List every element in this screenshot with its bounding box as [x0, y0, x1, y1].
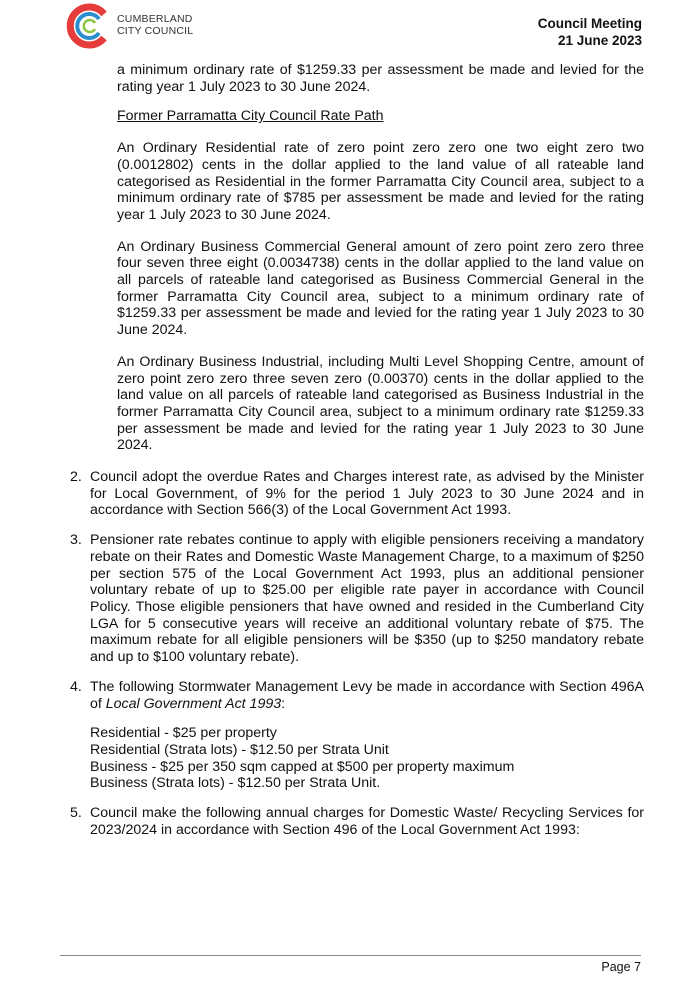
- list-item: [70, 532, 644, 666]
- business-commercial-paragraph: An Ordinary Business Commercial General amount of zero point zero zero three four seven three eight (0.0034738) cents in the dollar applied to the land value on all parcels of rateable land categorised as Business Commercial General in the former Parramatta City Council area, subject to a minimum ordinary rate of $1259.33 per assessment be made and levied for the rating year 1 July 2023 to 30 June 2024.: [117, 238, 644, 339]
- item-number: 5.: [70, 805, 82, 822]
- continuation-paragraph: a minimum ordinary rate of $1259.33 per assessment be made and levied for the rating year 1 July 2023 to 30 June 2024.: [117, 62, 644, 95]
- organisation-name: [117, 13, 193, 37]
- document-body: [70, 62, 644, 851]
- item-text: Council make the following annual charges for Domestic Waste/ Recycling Services for 2023/2024 in accordance with Section 496 of the Local Government Act 1993:: [90, 805, 644, 838]
- act-title: Local Government Act 1993: [105, 695, 282, 712]
- residential-rate-paragraph: An Ordinary Residential rate of zero point zero zero one two eight zero two (0.0012802) cents in the dollar applied to the land value of all rateable land categorised as Residential in the former Parramatta City Council area, subject to a minimum ordinary rate of $785 per assessment be made and levied for the rating year 1 July 2023 to 30 June 2024.: [117, 140, 644, 223]
- item-text: [90, 679, 644, 712]
- item-text: Council adopt the overdue Rates and Charges interest rate, as advised by the Minister for Local Government, of 9% for the period 1 July 2023 to 30 June 2024 and in accordance with Section 566(3) of the Local Government Act 1993.: [90, 469, 644, 519]
- org-line-1: CUMBERLAND: [117, 13, 193, 25]
- org-line-2: CITY COUNCIL: [117, 25, 194, 37]
- meeting-date: 21 June 2023: [557, 33, 642, 48]
- page-number: Page 7: [601, 960, 641, 974]
- business-industrial-paragraph: An Ordinary Business Industrial, including Multi Level Shopping Centre, amount of zero point zero zero three seven zero (0.00370) cents in the dollar applied to the land value on all parcels of rateable land categorised as Business Industrial in the former Parramatta City Council area, subject to a minimum ordinary rate $1259.33 per assessment be made and levied for the rating year 1 July 2023 to 30 June 2024.: [117, 353, 644, 454]
- footer-divider: [60, 955, 641, 956]
- item-number: 4.: [70, 678, 82, 695]
- item-number: 3.: [70, 532, 82, 549]
- levy-line: Residential - $25 per property: [90, 725, 277, 742]
- meeting-info: [538, 15, 642, 49]
- list-item: [70, 469, 644, 519]
- resolution-list: [70, 469, 644, 838]
- section-heading: Former Parramatta City Council Rate Path: [117, 108, 384, 125]
- item-text-start: The following Stormwater Management Levy be made in accordance with Section 496A of: [90, 678, 644, 712]
- item-number: 2.: [70, 469, 82, 486]
- levy-list: [90, 725, 644, 792]
- levy-line: Business - $25 per 350 sqm capped at $500 per property maximum: [90, 758, 515, 775]
- meeting-title: Council Meeting: [537, 16, 642, 31]
- item-text: Pensioner rate rebates continue to apply with eligible pensioners receiving a mandatory rebate on their Rates and Domestic Waste Management Charge, to a maximum of $250 per section 575 of the Local Government Act 1993, plus an additional pensioner voluntary rebate of up to $25.00 per eligible rate payer in accordance with Council Policy. Those eligible pensioners that have owned and resided in the Cumberland City LGA for 5 consecutive years will receive an additional voluntary rebate of $75. The maximum rebate for all eligible pensioners will be $350 (up to $250 mandatory rebate and up to $100 voluntary rebate).: [90, 532, 644, 666]
- item-text-end: :: [281, 695, 286, 712]
- rate-path-section: [117, 62, 644, 454]
- levy-line: Business (Strata lots) - $12.50 per Strata Unit.: [90, 775, 381, 792]
- cumberland-logo-icon: [66, 2, 114, 50]
- list-item: [70, 805, 644, 838]
- levy-line: Residential (Strata lots) - $12.50 per Strata Unit: [90, 741, 389, 758]
- list-item: [70, 679, 644, 792]
